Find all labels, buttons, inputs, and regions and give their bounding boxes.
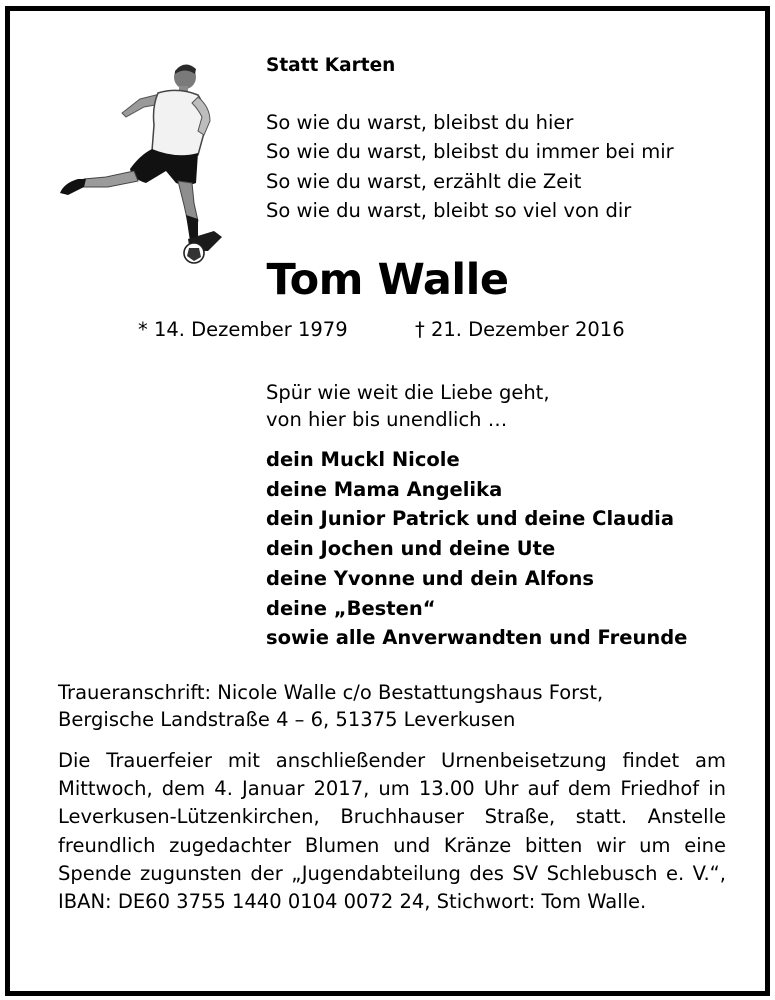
- mourner-item: dein Jochen und deine Ute: [266, 537, 556, 561]
- quote: [266, 380, 550, 433]
- poem-line: So wie du warst, bleibt so viel von dir: [266, 199, 632, 223]
- statt-karten-heading: Statt Karten: [266, 55, 396, 76]
- soccer-player-photo: [48, 55, 238, 270]
- obituary-notice: [5, 6, 770, 996]
- quote-line: Spür wie weit die Liebe geht,: [266, 381, 550, 404]
- poem-line: So wie du warst, bleibst du hier: [266, 111, 574, 134]
- ceremony-details: Die Trauerfeier mit anschließender Urnenbeisetzung findet am Mittwoch, dem 4. Januar 2017, um 13.00 Uhr auf dem Friedhof in Leverkusen-Lützenkirchen, Bruchhauser Straße, statt. Anstelle freundlich zugedachter Blumen und Kränze bitten wir um eine Spende zugunsten der „Jugendabteilung des SV Schlebusch e. V.“, IBAN: DE60 3755 1440 0104 0072 24, Stichwort: Tom Walle.: [58, 749, 726, 914]
- mourner-item: dein Muckl Nicole: [266, 448, 460, 471]
- mourners-list: [266, 445, 687, 653]
- poem: [266, 108, 674, 226]
- death-date: † 21. Dezember 2016: [415, 318, 625, 341]
- address-line: Traueranschrift: Nicole Walle c/o Bestattungshaus Forst,: [58, 681, 604, 704]
- poem-line: So wie du warst, erzählt die Zeit: [266, 169, 582, 193]
- mourner-item: deine Yvonne und dein Alfons: [266, 566, 594, 590]
- mourner-item: dein Junior Patrick und deine Claudia: [266, 507, 675, 531]
- address-line: Bergische Landstraße 4 – 6, 51375 Leverkusen: [58, 708, 516, 731]
- mourner-item: deine „Besten“: [266, 596, 436, 620]
- birth-date: * 14. Dezember 1979: [138, 318, 348, 341]
- deceased-name: Tom Walle: [266, 255, 509, 305]
- mourner-item: deine Mama Angelika: [266, 477, 503, 501]
- poem-line: So wie du warst, bleibst du immer bei mir: [266, 140, 674, 164]
- quote-line: von hier bis unendlich …: [266, 407, 508, 431]
- mourner-item: sowie alle Anverwandten und Freunde: [266, 626, 688, 650]
- mourning-address: [58, 679, 603, 733]
